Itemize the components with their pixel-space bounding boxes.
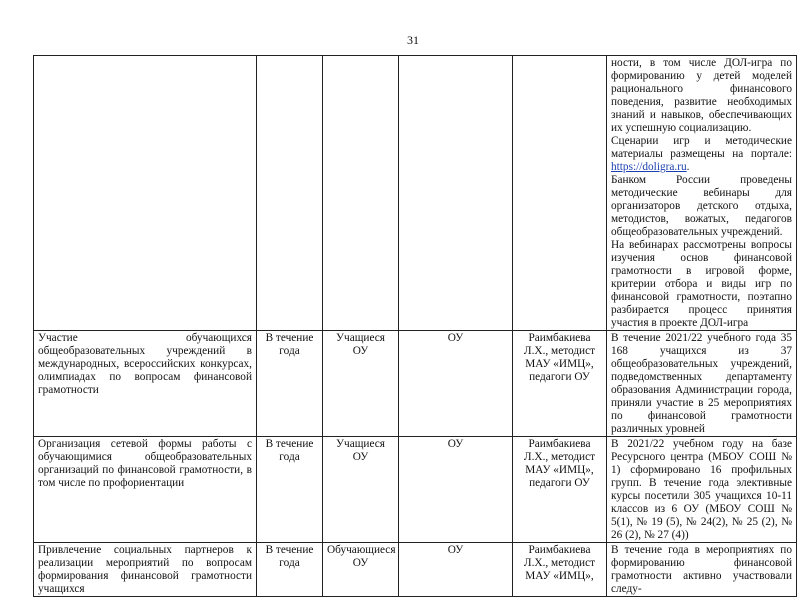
table-row bbox=[34, 543, 797, 597]
participants-cell: Обучающиеся ОУ bbox=[323, 543, 399, 597]
result-text: Сценарии игр и методические материалы размещены на портале: bbox=[611, 135, 792, 160]
responsible-cell: Раимбакиева Л.Х., методист МАУ «ИМЦ», педагоги ОУ bbox=[513, 437, 607, 543]
participants-cell: Учащиеся ОУ bbox=[323, 331, 399, 437]
result-cell: В течение года в мероприятиях по формированию финансовой грамотности активно участвовали следу- bbox=[607, 543, 797, 597]
venue-cell: ОУ bbox=[399, 331, 513, 437]
period-cell: В течение года bbox=[257, 437, 323, 543]
table-row bbox=[34, 331, 797, 437]
responsible-cell: Раимбакиева Л.Х., методист МАУ «ИМЦ», bbox=[513, 543, 607, 597]
result-cell bbox=[607, 56, 797, 331]
participants-cell bbox=[323, 56, 399, 331]
period-cell: В течение года bbox=[257, 331, 323, 437]
result-paragraph: Банком России проведены методические вебинары для организаторов детского отдыха, методистов, вожатых, педагогов общеобразовательных учреждений. bbox=[611, 174, 792, 238]
venue-cell: ОУ bbox=[399, 543, 513, 597]
responsible-cell: Раимбакиева Л.Х., методист МАУ «ИМЦ», педагоги ОУ bbox=[513, 331, 607, 437]
activity-cell: Организация сетевой формы работы с обучающимися общеобразовательных организаций по финансовой грамотности, в том числе по профориентации bbox=[34, 437, 257, 543]
participants-cell: Учащиеся ОУ bbox=[323, 437, 399, 543]
result-paragraph: Сценарии игр и методические материалы размещены на портале: https://doligra.ru. bbox=[611, 135, 792, 173]
venue-cell: ОУ bbox=[399, 437, 513, 543]
period-cell: В течение года bbox=[257, 543, 323, 597]
venue-cell bbox=[399, 56, 513, 331]
activities-table bbox=[33, 55, 797, 597]
period-cell bbox=[257, 56, 323, 331]
activity-cell: Участие обучающихся общеобразовательных учреждений в международных, всероссийских конкурсах, олимпиадах по вопросам финансовой грамотности bbox=[34, 331, 257, 437]
result-cell: В 2021/22 учебном году на базе Ресурсного центра (МБОУ СОШ № 1) сформировано 16 профильных групп. В течение года элективные курсы посетили 305 учащихся 10-11 классов из 6 ОУ (МБОУ СОШ № 5(1), № 19 (5), № 24(2), № 25 (2), № 26 (2), № 27 (4)) bbox=[607, 437, 797, 543]
result-cell: В течение 2021/22 учебного года 35 168 учащихся из 37 общеобразовательных учреждений, подведомственных департаменту образования Администрации города, приняли участие в 25 мероприятиях по финансовой грамотности различных уровней bbox=[607, 331, 797, 437]
doligra-link[interactable]: https://doligra.ru bbox=[611, 161, 687, 173]
responsible-cell bbox=[513, 56, 607, 331]
page-number: 31 bbox=[407, 33, 419, 47]
result-paragraph: На вебинарах рассмотрены вопросы изучения основ финансовой грамотности в игровой форме, критерии отбора и виды игр по финансовой грамотности, поэтапно разбирается процесс принятия участия в проекте ДОЛ-игра bbox=[611, 239, 792, 329]
table-row bbox=[34, 56, 797, 331]
activity-cell: Привлечение социальных партнеров к реализации мероприятий по вопросам формирования финансовой грамотности учащихся bbox=[34, 543, 257, 597]
result-paragraph: ности, в том числе ДОЛ-игра по формированию у детей моделей рационального финансового поведения, развитие необходимых знаний и навыков, обеспечивающих их успешную социализацию. bbox=[611, 57, 792, 134]
table-row bbox=[34, 437, 797, 543]
activity-cell bbox=[34, 56, 257, 331]
